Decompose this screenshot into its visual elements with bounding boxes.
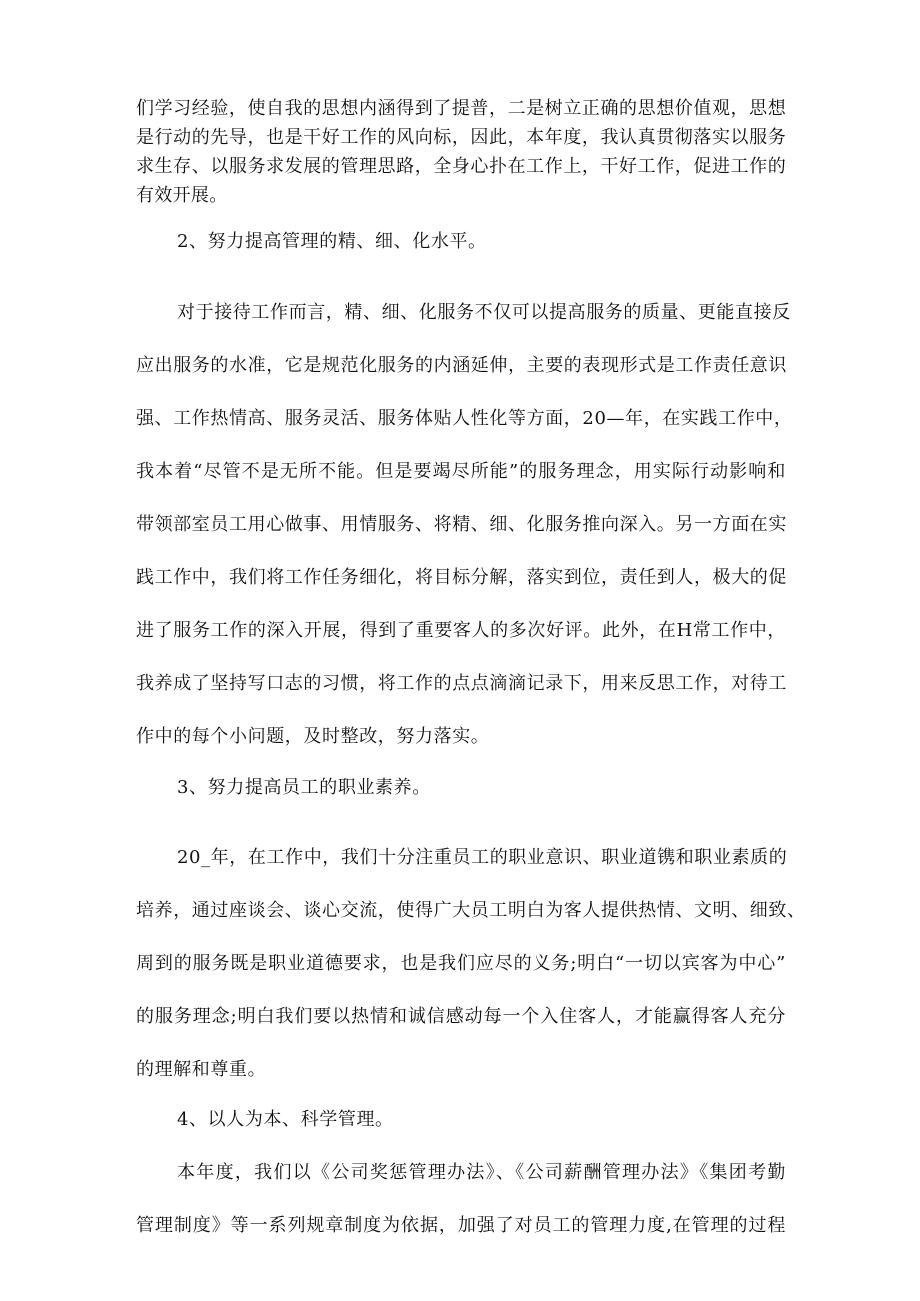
paragraph-4-line: 本年度，我们以《公司奖惩管理办法》、《公司薪酬管理办法》《集团考勤 <box>177 1162 786 1183</box>
section-heading-4: 4、以人为本、科学管理。 <box>177 1109 394 1130</box>
paragraph-2-line: 进了服务工作的深入开展，得到了重要客人的多次好评。此外，在H常工作中， <box>136 620 786 641</box>
paragraph-2-line: 应出服务的水准，它是规范化服务的内涵延伸，主要的表现形式是工作责任意识 <box>136 355 787 376</box>
paragraph-2-line: 对于接待工作而言，精、细、化服务不仅可以提高服务的质量、更能直接反 <box>177 302 791 323</box>
paragraph-3-line: 20_年，在工作中，我们十分注重员工的职业意识、职业道镌和职业素质的 <box>177 847 788 868</box>
paragraph-4-line: 管理制度》等一系列规章制度为依据，加强了对员工的管理力度,在管理的过程 <box>136 1215 786 1236</box>
paragraph-3-line: 培养，通过座谈会、谈心交流，使得广大员工明白为客人提供热情、文明、细致、 <box>136 900 806 921</box>
section-heading-3: 3、努力提高员工的职业素养。 <box>177 777 431 798</box>
paragraph-2-line: 我养成了坚持写口志的习惯，将工作的点点滴滴记录下，用来反思工作，对待工 <box>136 673 787 694</box>
section-heading-2: 2、努力提高管理的精、细、化水平。 <box>177 231 487 252</box>
paragraph-3-line: 的理解和尊重。 <box>136 1059 267 1080</box>
paragraph-2-line: 强、工作热情高、服务灵活、服务体贴人性化等方面，20—年，在实践工作中， <box>136 408 793 429</box>
paragraph-2-line: 带领部室员工用心做事、用情服务、将精、细、化服务推向深入。另一方面在实 <box>136 514 787 535</box>
paragraph-2-line: 践工作中，我们将工作任务细化，将目标分解，落实到位，责任到人，极大的促 <box>136 567 787 588</box>
paragraph-3-line: 的服务理念;明白我们要以热情和诚信感动每一个入住客人，才能赢得客人充分 <box>136 1006 786 1027</box>
paragraph-2-line: 我本着“尽管不是无所不能。但是要竭尽所能”的服务理念，用实际行动影响和 <box>136 461 786 482</box>
paragraph-3-line: 周到的服务既是职业道德要求，也是我们应尽的义务;明白“一切以宾客为中心” <box>136 953 786 974</box>
intro-paragraph: 们学习经验，使自我的思想内涵得到了提普，二是树立正确的思想价值观，思想是行动的先导，也是干好工作的风向标，因此，本年度，我认真贯彻落实以服务求生存、以服务求发展的管理思路，全身心扑在工作上，干好工作，促进工作的有效开展。 <box>136 98 786 206</box>
paragraph-2-line: 作中的每个小问题，及时整改，努力落实。 <box>136 726 490 747</box>
